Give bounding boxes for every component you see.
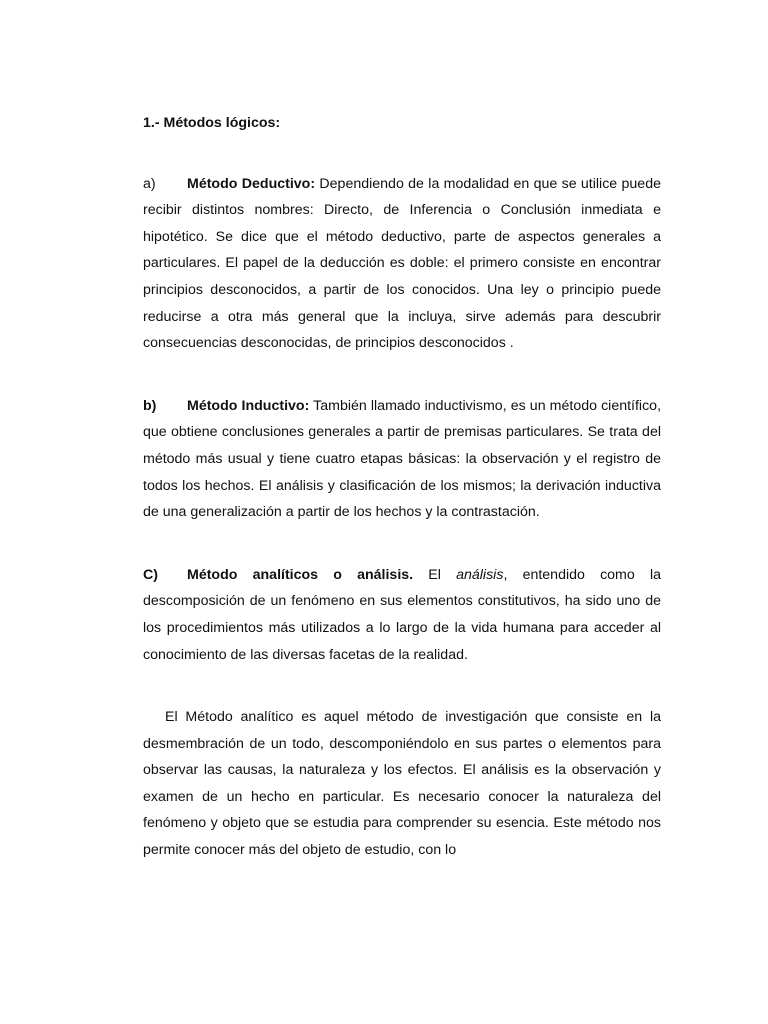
section-a-title: Método Deductivo: [187, 175, 316, 192]
section-b-title: Método Inductivo: [187, 397, 310, 414]
section-c-text-before: El [413, 566, 457, 583]
section-a-text: Dependiendo de la modalidad en que se utilice puede recibir distintos nombres: Directo, de Inferencia o Conclusión inmediata e hipotético. Se dice que el método deductivo, parte de aspectos generales a particulares. El papel de la deducción es doble: el primero consiste en encontrar principios desconocidos, a partir de los conocidos. Una ley o principio puede reducirse a otra más general que la incluya, sirve además para descubrir consecuencias desconocidas, de principios desconocidos . [143, 175, 661, 352]
section-b-label: b) [143, 397, 157, 414]
section-c-italic-word: análisis [456, 566, 504, 583]
section-c-text-after: , entendido como la descomposición de un fenómeno en sus elementos constitutivos, ha sido uno de los procedimientos más utilizados a lo largo de la vida humana para acceder al conocimiento de las diversas facetas de la realidad. [143, 566, 661, 663]
section-c-title: Método analíticos o análisis. [187, 566, 414, 583]
section-analiticos [143, 562, 661, 668]
section-c-label: C) [143, 566, 158, 583]
section-b-text: También llamado inductivismo, es un método científico, que obtiene conclusiones generales a partir de premisas particulares. Se trata del método más usual y tiene cuatro etapas básicas: la observación y el registro de todos los hechos. El análisis y clasificación de los mismos; la derivación inductiva de una generalización a partir de los hechos y la contrastación. [143, 397, 662, 521]
section-inductivo [143, 393, 661, 526]
paragraph-metodo-analitico: El Método analítico es aquel método de investigación que consiste en la desmembración de un todo, descomponiéndolo en sus partes o elementos para observar las causas, la naturaleza y los efectos. El análisis es la observación y examen de un hecho en particular. Es necesario conocer la naturaleza del fenómeno y objeto que se estudia para comprender su esencia. Este método nos permite conocer más del objeto de estudio, con lo [143, 709, 661, 859]
section-heading: 1.- Métodos lógicos: [143, 115, 281, 131]
document-body [143, 110, 661, 864]
section-deductivo [143, 171, 661, 357]
section-a-label: a) [143, 175, 156, 192]
